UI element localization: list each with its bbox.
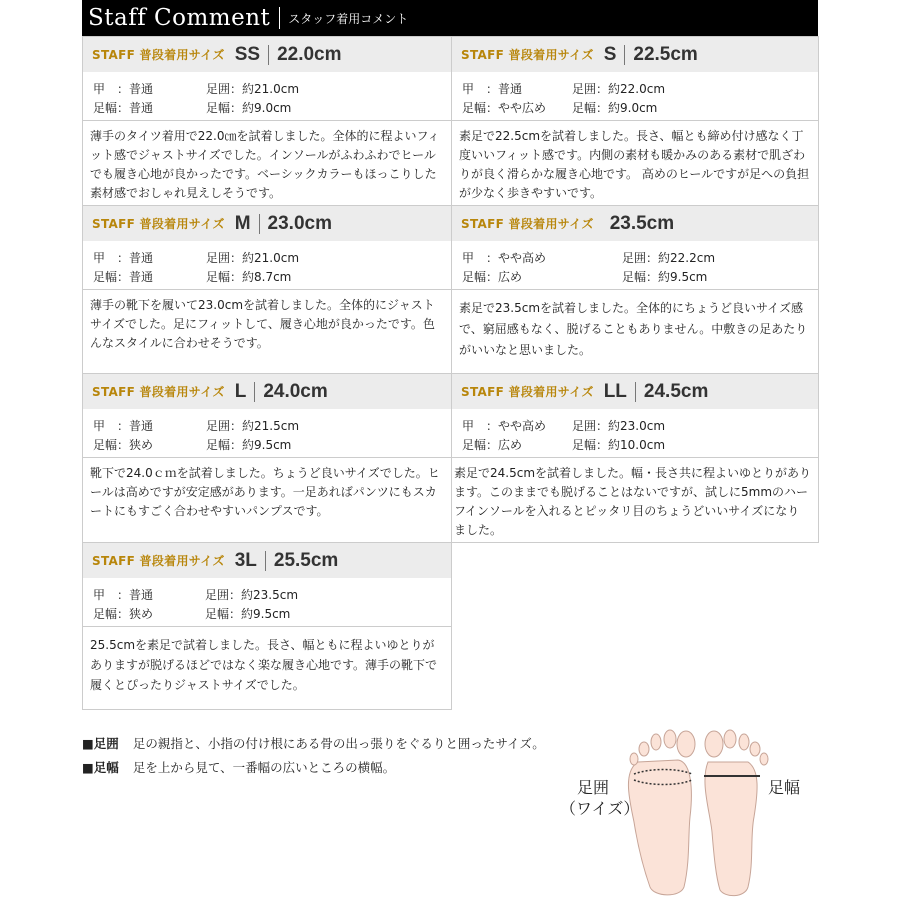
left-foot-shape xyxy=(628,760,691,895)
card-title-divider xyxy=(268,45,269,65)
left-toe-2 xyxy=(664,730,676,748)
card-title-divider xyxy=(635,382,636,402)
right-toe-4 xyxy=(750,742,760,756)
measure-width: 足幅：約9.5cm xyxy=(205,607,291,621)
staff-card-23-5 xyxy=(451,205,819,374)
card-title xyxy=(452,37,818,72)
measure-girth: 足囲：約21.0cm xyxy=(206,82,300,96)
right-toe-big xyxy=(705,731,723,757)
measure-girth: 足囲：約22.0cm xyxy=(572,82,666,96)
measure-width: 足幅：約9.5cm xyxy=(206,438,292,452)
card-label: STAFF 普段着用サイズ xyxy=(461,385,594,399)
header-title-jp: スタッフ着用コメント xyxy=(288,11,409,26)
card-cm: 22.0cm xyxy=(277,43,342,65)
card-title xyxy=(83,206,451,241)
measure-instep: 甲 ：普通 xyxy=(93,251,154,265)
measure-girth: 足囲：約23.5cm xyxy=(205,588,299,602)
card-size: L xyxy=(234,380,247,402)
measure-instep: 甲 ：普通 xyxy=(93,419,154,433)
measurement-legend xyxy=(82,732,545,780)
feet-diagram xyxy=(550,722,820,900)
card-label: STAFF 普段着用サイズ xyxy=(92,554,225,568)
card-comment: 素足で22.5cmを試着しました。長さ、幅とも締め付け感なく丁度いいフィット感です。内側の素材も暖かみのある素材で肌ざわりが良く滑らかな履き心地です。 高めのヒールですが足への負担が少なく歩きやすいです。 xyxy=(459,129,810,200)
card-label: STAFF 普段着用サイズ xyxy=(92,385,225,399)
card-measurements xyxy=(83,578,451,626)
staff-card-l xyxy=(82,373,452,543)
card-cm: 23.0cm xyxy=(267,212,332,234)
measure-width-type: 足幅：広め xyxy=(462,438,523,452)
card-title xyxy=(452,206,818,241)
measure-width-type: 足幅：狭め xyxy=(93,438,154,452)
staff-card-3l xyxy=(82,542,452,710)
card-measurements xyxy=(83,409,451,457)
card-cm: 24.5cm xyxy=(643,380,709,402)
staff-card-s xyxy=(451,36,819,206)
card-size: SS xyxy=(234,43,261,65)
measure-width-type: 足幅：普通 xyxy=(93,101,154,115)
card-comment: 素足で24.5cmを試着しました。幅・長さ共に程よいゆとりがあります。このままでも脱げることはないですが、試しに5mmのハーフインソールを入れるとピッタリ目のちょうどいいサイズになりました。 xyxy=(454,466,812,537)
legend-row-width xyxy=(82,756,545,780)
card-cm: 24.0cm xyxy=(263,380,328,402)
card-measurements xyxy=(452,241,818,289)
staff-card-ll xyxy=(451,373,819,543)
card-cm: 25.5cm xyxy=(273,549,339,571)
measure-girth: 足囲：約23.0cm xyxy=(572,419,666,433)
left-toe-5 xyxy=(630,753,638,765)
card-measurements xyxy=(83,72,451,120)
card-cm: 22.5cm xyxy=(633,43,698,65)
measure-instep: 甲 ：普通 xyxy=(462,82,523,96)
left-toe-3 xyxy=(651,734,661,750)
right-toe-5 xyxy=(760,753,768,765)
legend-term: ■足囲 xyxy=(82,736,119,751)
card-cm: 23.5cm xyxy=(609,212,675,234)
card-comment: 25.5cmを素足で試着しました。長さ、幅ともに程よいゆとりがありますが脱げるほどではなく楽な履き心地です。薄手の靴下で履くとぴったりジャストサイズでした。 xyxy=(90,638,438,692)
card-title-divider xyxy=(254,382,255,402)
width-wise-label: （ワイズ） xyxy=(560,799,640,818)
measure-width-type: 足幅：広め xyxy=(462,270,523,284)
legend-row-girth xyxy=(82,732,545,756)
left-toe-4 xyxy=(639,742,649,756)
measure-girth: 足囲：約21.0cm xyxy=(206,251,300,265)
measure-width-type: 足幅：狭め xyxy=(93,607,154,621)
measure-width: 足幅：約9.5cm xyxy=(622,270,708,284)
girth-label: 足囲 xyxy=(577,778,610,797)
right-foot-shape xyxy=(705,762,757,896)
card-label: STAFF 普段着用サイズ xyxy=(461,217,594,231)
staff-comment-header xyxy=(82,0,818,36)
measure-width: 足幅：約9.0cm xyxy=(572,101,658,115)
card-title xyxy=(83,543,451,578)
card-comment: 薄手のタイツ着用で22.0㎝を試着しました。全体的に程よいフィット感でジャストサイズでした。インソールがふわふわでヒールでも履き心地が良かったです。ベーシックカラーもほっこりした素材感でおしゃれ見えしそうです。 xyxy=(90,129,440,200)
card-size: M xyxy=(234,212,251,234)
card-comment: 素足で23.5cmを試着しました。全体的にちょうど良いサイズ感で、窮屈感もなく、脱げることもありません。中敷きの足あたりがいいなと思いました。 xyxy=(459,301,808,357)
width-label: 足幅 xyxy=(768,778,801,797)
card-measurements xyxy=(452,72,818,120)
measure-width: 足幅：約9.0cm xyxy=(206,101,292,115)
card-measurements xyxy=(452,409,818,457)
header-divider xyxy=(279,7,280,29)
card-label: STAFF 普段着用サイズ xyxy=(461,48,594,62)
card-title-divider xyxy=(259,214,260,234)
card-title xyxy=(83,37,451,72)
measure-girth: 足囲：約22.2cm xyxy=(622,251,716,265)
staff-card-ss xyxy=(82,36,452,206)
measure-instep: 甲 ：やや高め xyxy=(462,251,547,265)
card-title-divider xyxy=(265,551,266,571)
measure-width-type: 足幅：普通 xyxy=(93,270,154,284)
card-label: STAFF 普段着用サイズ xyxy=(92,48,225,62)
measure-instep: 甲 ：普通 xyxy=(93,588,154,602)
left-toe-big xyxy=(677,731,695,757)
measure-width: 足幅：約10.0cm xyxy=(572,438,666,452)
measure-instep: 甲 ：やや高め xyxy=(462,419,547,433)
card-size: 3L xyxy=(234,549,257,571)
card-title xyxy=(83,374,451,409)
card-title xyxy=(452,374,818,409)
right-toe-2 xyxy=(724,730,736,748)
measure-width: 足幅：約8.7cm xyxy=(206,270,292,284)
card-comment: 靴下で24.0ｃｍを試着しました。ちょうど良いサイズでした。ヒールは高めですが安定感があります。一足あればパンツにもスカートにもすごく合わせやすいパンプスです。 xyxy=(90,466,440,518)
card-title-divider xyxy=(624,45,625,65)
right-toe-3 xyxy=(739,734,749,750)
header-title-en: Staff Comment xyxy=(88,5,271,31)
measure-width-type: 足幅：やや広め xyxy=(462,101,547,115)
measure-girth: 足囲：約21.5cm xyxy=(206,419,300,433)
card-label: STAFF 普段着用サイズ xyxy=(92,217,225,231)
card-size: LL xyxy=(603,380,627,402)
card-measurements xyxy=(83,241,451,289)
staff-card-m xyxy=(82,205,452,374)
legend-desc: 足を上から見て、一番幅の広いところの横幅。 xyxy=(132,760,396,775)
card-comment: 薄手の靴下を履いて23.0cmを試着しました。全体的にジャストサイズでした。足にフィットして、履き心地が良かったです。色んなスタイルに合わせそうです。 xyxy=(90,298,435,350)
legend-term: ■足幅 xyxy=(82,760,119,775)
legend-desc: 足の親指と、小指の付け根にある骨の出っ張りをぐるりと囲ったサイズ。 xyxy=(132,736,545,751)
measure-instep: 甲 ：普通 xyxy=(93,82,154,96)
card-size: S xyxy=(603,43,617,65)
